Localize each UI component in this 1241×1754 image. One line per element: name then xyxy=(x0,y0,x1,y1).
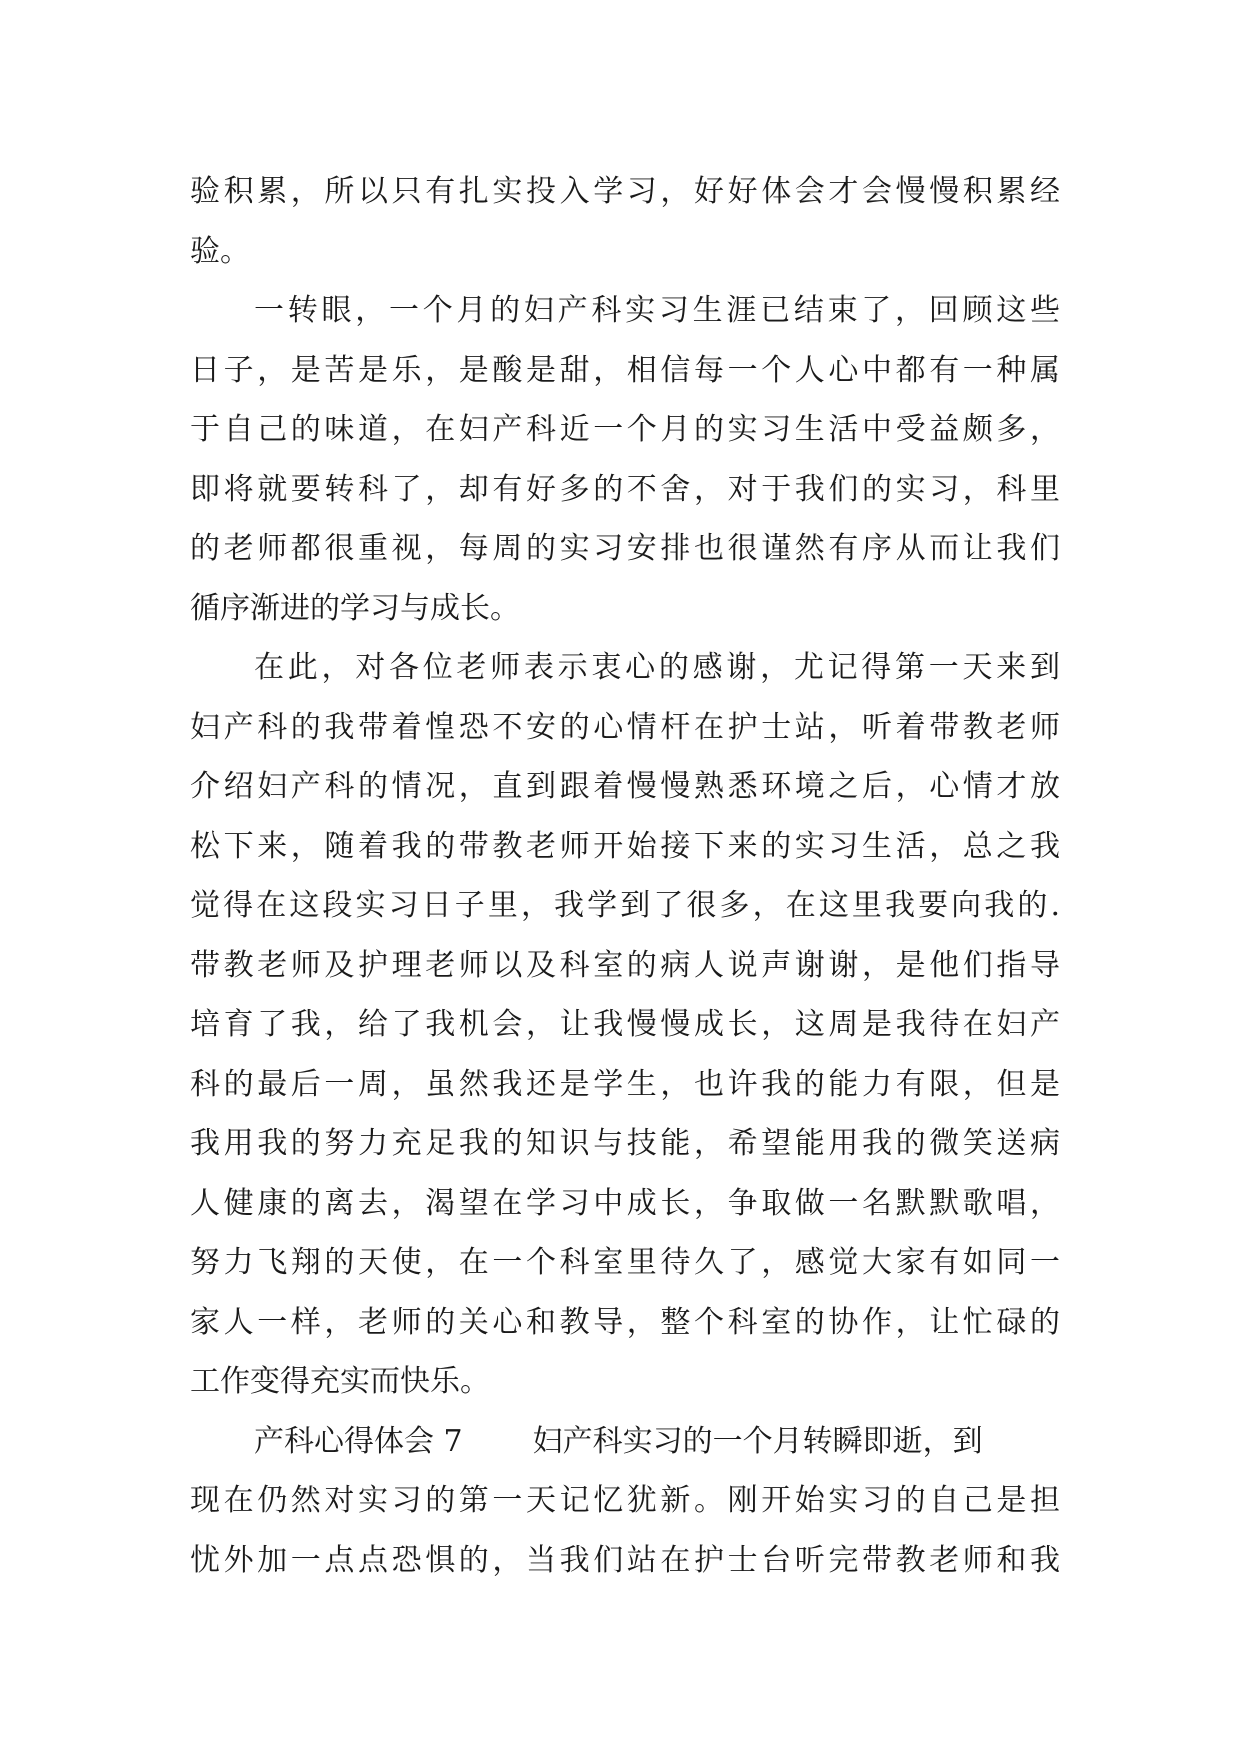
text-line: 我用我的努力充足我的知识与技能，希望能用我的微笑送病 xyxy=(190,1126,1060,1161)
text-line: 忧外加一点点恐惧的，当我们站在护士台听完带教老师和我 xyxy=(190,1542,1060,1578)
text-line: 带教老师及护理老师以及科室的病人说声谢谢，是他们指导 xyxy=(190,947,1060,983)
body-text xyxy=(190,162,1060,1590)
text-line: 的老师都很重视，每周的实习安排也很谨然有序从而让我们 xyxy=(190,531,1060,566)
section-heading: 产科心得体会 7 xyxy=(254,1423,463,1459)
text-line: 松下来，随着我的带教老师开始接下来的实习生活，总之我 xyxy=(190,828,1060,864)
paragraph-start-line: 在此，对各位老师表示衷心的感谢，尤记得第一天来到 xyxy=(254,650,1060,685)
section-heading-line xyxy=(190,1412,1060,1472)
text-line: 现在仍然对实习的第一天记忆犹新。刚开始实习的自己是担 xyxy=(190,1483,1060,1518)
text-line: 妇产科实习的一个月转瞬即逝，到 xyxy=(532,1423,983,1459)
text-line: 即将就要转科了，却有好多的不舍，对于我们的实习，科里 xyxy=(190,471,1060,507)
text-line: 努力飞翔的天使，在一个科室里待久了，感觉大家有如同一 xyxy=(190,1245,1060,1280)
text-line: 妇产科的我带着惶恐不安的心情杆在护士站，听着带教老师 xyxy=(190,709,1060,745)
text-line: 家人一样，老师的关心和教导，整个科室的协作，让忙碌的 xyxy=(190,1304,1060,1340)
text-line: 循序渐进的学习与成长。 xyxy=(190,590,520,626)
paragraph-start-line: 一转眼，一个月的妇产科实习生涯已结束了，回顾这些 xyxy=(254,293,1060,328)
text-line: 于自己的味道，在妇产科近一个月的实习生活中受益颇多， xyxy=(190,412,1060,447)
text-line: 培育了我，给了我机会，让我慢慢成长，这周是我待在妇产 xyxy=(190,1007,1060,1042)
text-line: 验积累，所以只有扎实投入学习，好好体会才会慢慢积累经 xyxy=(190,174,1060,209)
text-line: 验。 xyxy=(190,233,250,269)
text-line: 介绍妇产科的情况，直到跟着慢慢熟悉环境之后，心情才放 xyxy=(190,769,1060,804)
text-line: 日子，是苦是乐，是酸是甜，相信每一个人心中都有一种属 xyxy=(190,352,1060,388)
text-line: 人健康的离去，渴望在学习中成长，争取做一名默默歌唱， xyxy=(190,1185,1060,1221)
text-line: 工作变得充实而快乐。 xyxy=(190,1364,490,1399)
text-line: 科的最后一周，虽然我还是学生，也许我的能力有限，但是 xyxy=(190,1066,1060,1102)
text-line: 觉得在这段实习日子里，我学到了很多，在这里我要向我的. xyxy=(190,888,1060,923)
